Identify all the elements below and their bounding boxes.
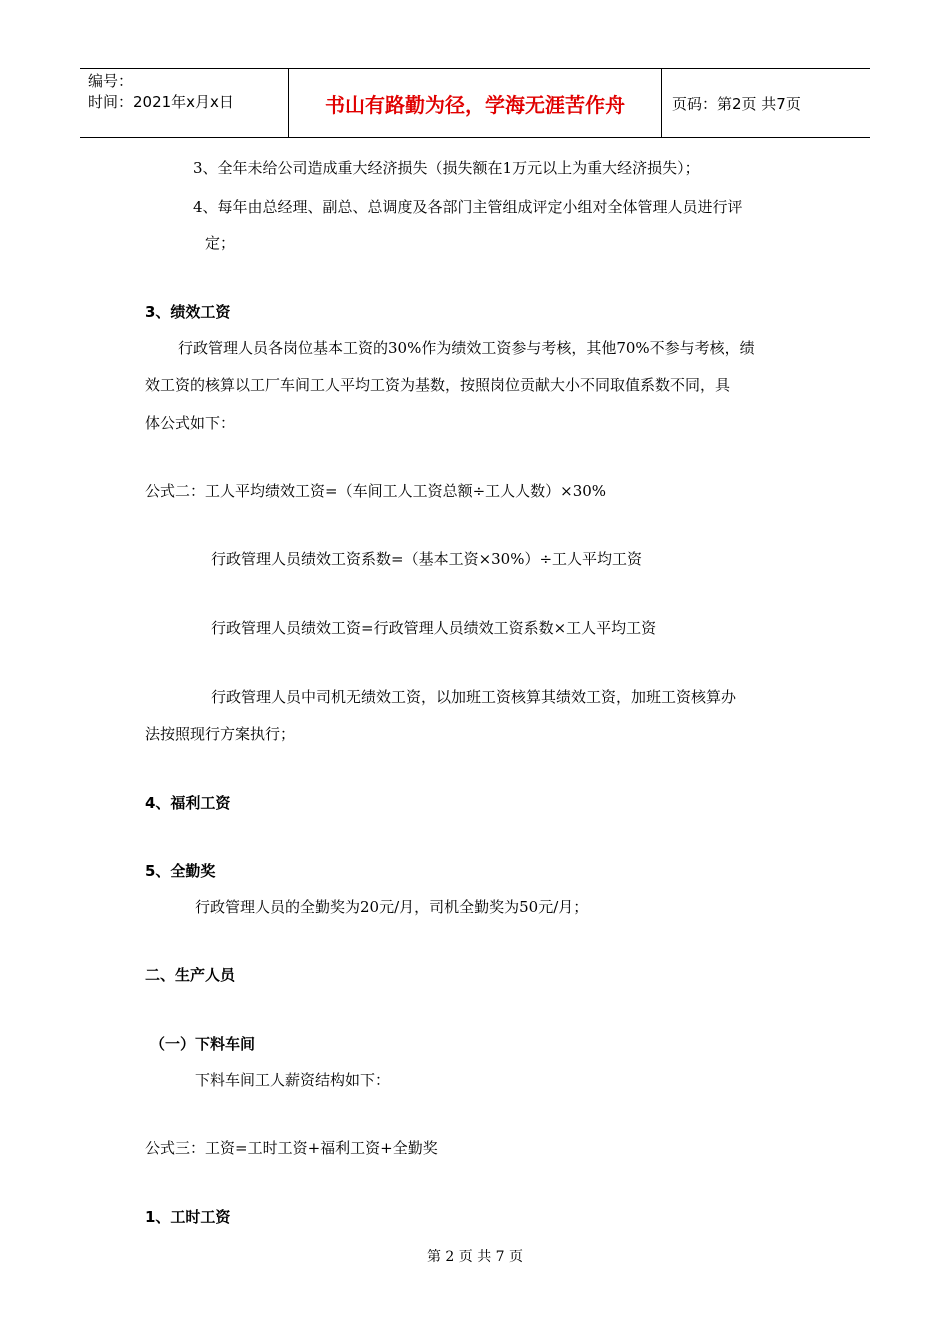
condition-item-4-line2: 定； xyxy=(205,234,236,252)
page-footer: 第 2 页 共 7 页 xyxy=(426,1249,524,1265)
performance-paragraph-line1: 行政管理人员各岗位基本工资的30%作为绩效工资参与考核，其他70%不参与考核，绩 xyxy=(178,339,755,357)
formula-three: 公式三：工资=工时工资+福利工资+全勤奖 xyxy=(145,1139,438,1157)
performance-paragraph-line3: 体公式如下： xyxy=(145,414,236,432)
section-title-attendance-bonus: 5、全勤奖 xyxy=(145,862,216,880)
part-title-production-staff: 二、生产人员 xyxy=(145,966,236,984)
condition-item-3: 3、全年未给公司造成重大经济损失（损失额在1万元以上为重大经济损失）； xyxy=(193,159,700,177)
cutting-workshop-intro: 下料车间工人薪资结构如下： xyxy=(195,1071,391,1089)
document-header xyxy=(80,68,870,138)
document-number-label: 编号： xyxy=(88,72,134,90)
condition-item-4-line1: 4、每年由总经理、副总、总调度及各部门主管组成评定小组对全体管理人员进行评 xyxy=(193,198,743,216)
formula-two-line1: 公式二：工人平均绩效工资=（车间工人工资总额÷工人人数）×30% xyxy=(145,482,607,500)
section-title-hourly-pay: 1、工时工资 xyxy=(145,1208,231,1226)
attendance-bonus-text: 行政管理人员的全勤奖为20元/月，司机全勤奖为50元/月； xyxy=(195,898,589,916)
header-meta-cell xyxy=(80,69,289,137)
header-motto: 书山有路勤为径，学海无涯苦作舟 xyxy=(289,69,662,137)
section-title-welfare-pay: 4、福利工资 xyxy=(145,794,231,812)
subsection-title-cutting-workshop: （一）下料车间 xyxy=(150,1035,256,1053)
formula-two-line2: 行政管理人员绩效工资系数=（基本工资×30%）÷工人平均工资 xyxy=(211,550,643,568)
document-time-label: 时间：2021年x月x日 xyxy=(88,93,234,111)
performance-paragraph-line2: 效工资的核算以工厂车间工人平均工资为基数，按照岗位贡献大小不同取值系数不同，具 xyxy=(145,376,731,394)
section-title-performance-pay: 3、绩效工资 xyxy=(145,303,231,321)
formula-two-line3: 行政管理人员绩效工资=行政管理人员绩效工资系数×工人平均工资 xyxy=(211,619,657,637)
driver-rule-line1: 行政管理人员中司机无绩效工资，以加班工资核算其绩效工资，加班工资核算办 xyxy=(211,688,737,706)
header-page-info: 页码：第2页 共7页 xyxy=(672,94,801,113)
driver-rule-line2: 法按照现行方案执行； xyxy=(145,725,296,743)
